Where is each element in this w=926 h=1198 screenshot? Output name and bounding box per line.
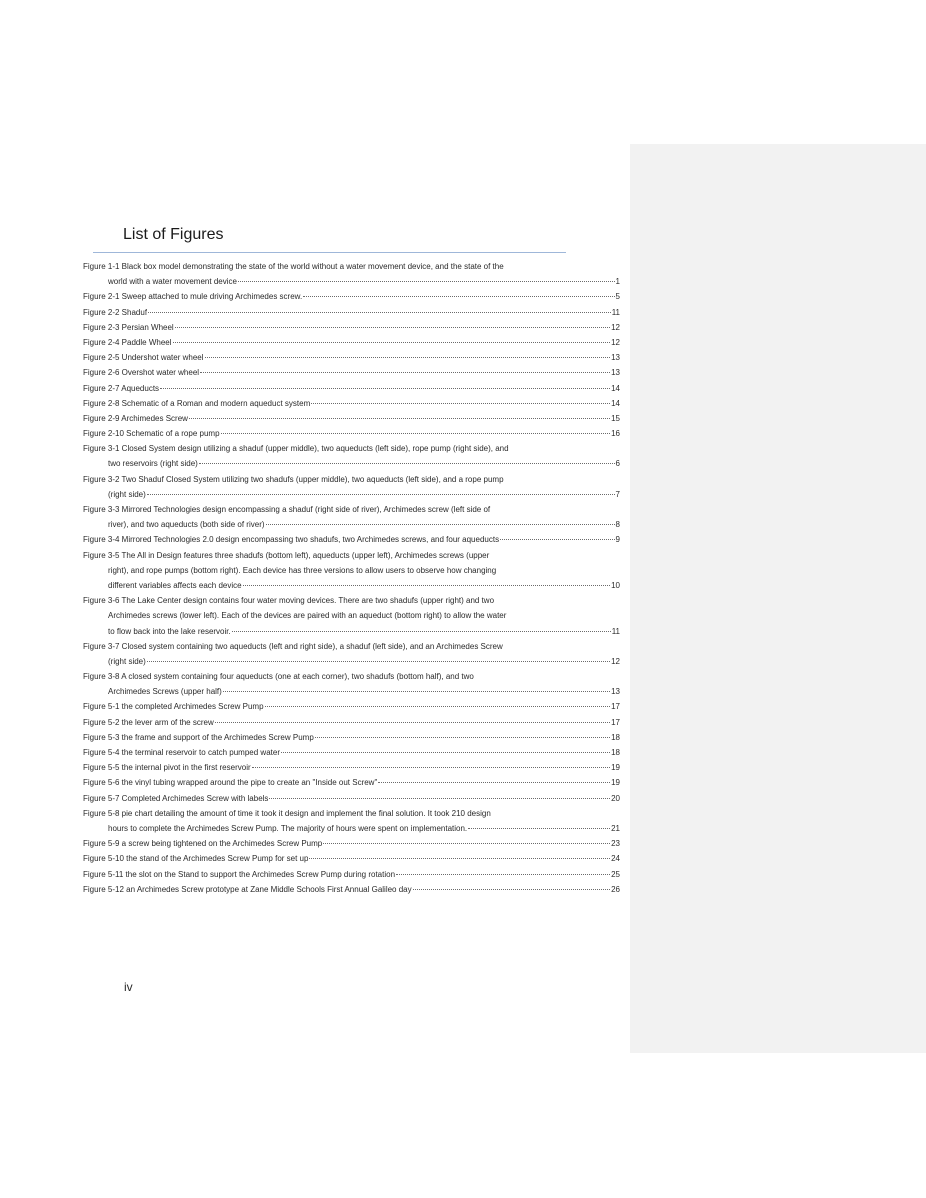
figure-caption-text: Figure 5-5 the internal pivot in the first reservoir [83,763,251,773]
figure-entry[interactable] [83,426,620,441]
figure-caption-text: Figure 5-1 the completed Archimedes Screw Pump [83,702,264,712]
figure-page-number: 17 [611,702,620,712]
dot-leader [199,463,615,464]
figure-entry[interactable] [83,882,620,897]
figure-page-number: 14 [611,398,620,408]
figure-page-number: 19 [611,778,620,788]
figure-caption-text: (right side) [108,656,146,666]
figure-entry[interactable] [83,836,620,851]
dot-leader [147,661,610,662]
figure-entry[interactable] [83,775,620,790]
figure-caption-text: Figure 3-3 Mirrored Technologies design encompassing a shaduf (right side of river), Archimedes screw (left side of [83,505,491,514]
figure-entry[interactable] [83,593,620,639]
figure-entry[interactable] [83,502,620,532]
figure-entry[interactable] [83,532,620,547]
figure-list [83,259,620,897]
dot-leader [396,874,610,875]
figure-caption-text: to flow back into the lake reservoir. [108,626,231,636]
dot-leader [147,494,615,495]
figure-caption-text: Figure 5-12 an Archimedes Screw prototype at Zane Middle Schools First Annual Galileo day [83,884,412,894]
dot-leader [315,737,610,738]
figure-caption-text: Figure 2-7 Aqueducts [83,383,160,393]
figure-caption-text: Figure 3-5 The All in Design features three shadufs (bottom left), aqueducts (upper left), Archimedes screws (upper [83,550,490,560]
figure-caption-text: Figure 2-10 Schematic of a rope pump [83,429,220,439]
dot-leader [215,722,610,723]
figure-entry[interactable] [83,669,620,699]
figure-page-number: 11 [611,307,620,317]
figure-page-number: 7 [615,489,620,499]
figure-caption-text: Figure 5-11 the slot on the Stand to support the Archimedes Screw Pump during rotation [83,869,396,879]
figure-page-number: 16 [611,429,620,439]
figure-page-number: 23 [611,839,620,849]
figure-caption-text: Figure 5-3 the frame and support of the Archimedes Screw Pump [83,732,314,742]
dot-leader [223,691,610,692]
figure-page-number: 5 [615,292,620,302]
dot-leader [323,843,610,844]
figure-entry[interactable] [83,791,620,806]
figure-entry[interactable] [83,335,620,350]
figure-entry[interactable] [83,350,620,365]
dot-leader [175,327,610,328]
dot-leader [309,858,610,859]
figure-caption-text: Figure 2-9 Archimedes Screw [83,413,188,423]
dot-leader [468,828,610,829]
heading-underline [93,252,566,253]
figure-page-number: 11 [611,626,620,636]
figure-caption-text: Figure 2-3 Persian Wheel [83,322,174,332]
figure-caption-text: world with a water movement device [108,277,237,287]
figure-entry[interactable] [83,699,620,714]
figure-page-number: 12 [611,322,620,332]
dot-leader [265,706,611,707]
figure-entry[interactable] [83,745,620,760]
figure-page-number: 26 [611,884,620,894]
figure-caption-text: Figure 3-2 Two Shaduf Closed System utilizing two shadufs (upper middle), two aqueducts (left side), and a rope pump [83,474,504,484]
figure-page-number: 15 [611,413,620,423]
figure-entry[interactable] [83,760,620,775]
figure-caption-text: river), and two aqueducts (both side of river) [108,520,265,530]
figure-caption-text: Figure 5-7 Completed Archimedes Screw with labels [83,793,269,803]
figure-entry[interactable] [83,441,620,471]
dot-leader [232,631,611,632]
dot-leader [200,372,610,373]
figure-entry[interactable] [83,472,620,502]
figure-caption-text: Figure 5-10 the stand of the Archimedes Screw Pump for set up [83,854,309,864]
figure-caption-text: Figure 5-6 the vinyl tubing wrapped around the pipe to create an "Inside out Screw" [83,778,378,788]
figure-caption-text: Figure 2-5 Undershot water wheel [83,353,204,363]
figure-entry[interactable] [83,305,620,320]
dot-leader [205,357,611,358]
figure-entry[interactable] [83,639,620,669]
dot-leader [378,782,610,783]
figure-caption-text: Figure 5-4 the terminal reservoir to catch pumped water [83,748,280,757]
figure-caption-text: Figure 2-1 Sweep attached to mule driving Archimedes screw. [83,292,303,302]
figure-entry[interactable] [83,730,620,745]
dot-leader [252,767,610,768]
dot-leader [238,281,615,282]
figure-caption-text: Figure 3-8 A closed system containing four aqueducts (one at each corner), two shadufs (bottom half), and two [83,672,474,682]
figure-entry[interactable] [83,715,620,730]
figure-caption-text: Figure 5-9 a screw being tightened on the Archimedes Screw Pump [83,839,323,849]
figure-page-number: 18 [611,748,620,757]
figure-caption-text: Archimedes Screws (upper half) [108,687,222,697]
figure-page-number: 13 [611,687,620,697]
figure-page-number: 18 [611,732,620,742]
figure-caption-text: Figure 5-8 pie chart detailing the amount of time it took it design and implement the final solution. It took 210 design [83,808,491,818]
figure-entry[interactable] [83,259,620,289]
figure-entry[interactable] [83,867,620,882]
dot-leader [269,798,610,799]
figure-caption-text: different variables affects each device [108,580,242,590]
dot-leader [303,296,614,297]
figure-caption-text: (right side) [108,489,146,499]
figure-page-number: 8 [615,520,620,530]
figure-entry[interactable] [83,381,620,396]
figure-page-number: 1 [615,277,620,287]
figure-caption-text: Figure 2-8 Schematic of a Roman and modern aqueduct system [83,398,311,408]
figure-entry[interactable] [83,411,620,426]
dot-leader [221,433,611,434]
dot-leader [311,403,610,404]
figure-page-number: 25 [611,869,620,879]
page-number: iv [124,980,133,994]
figure-page-number: 24 [611,854,620,864]
figure-entry[interactable] [83,365,620,380]
figure-caption-text: Figure 2-4 Paddle Wheel [83,337,172,347]
figure-caption-text: Figure 3-1 Closed System design utilizing a shaduf (upper middle), two aqueducts (left side), rope pump (right side), and [83,444,509,454]
figure-caption-text: Figure 3-6 The Lake Center design contains four water moving devices. There are two shadufs (upper right) and two [83,596,495,606]
figure-caption-text: right), and rope pumps (bottom right). Each device has three versions to allow users to observe how changing [108,565,497,575]
figure-entry[interactable] [83,548,620,594]
figure-entry[interactable] [83,851,620,866]
figure-page-number: 19 [611,763,620,773]
dot-leader [413,889,610,890]
dot-leader [266,524,615,525]
figure-page-number: 12 [611,656,620,666]
figure-caption-text: Figure 2-6 Overshot water wheel [83,368,200,378]
figure-entry[interactable] [83,320,620,335]
dot-leader [160,388,610,389]
figure-caption-text: two reservoirs (right side) [108,459,198,469]
figure-page-number: 13 [611,368,620,378]
figure-caption-text: Archimedes screws (lower left). Each of the devices are paired with an aqueduct (bottom right) to allow the water [108,611,507,621]
dot-leader [173,342,611,343]
figure-caption-text: Figure 3-7 Closed system containing two aqueducts (left and right side), a shaduf (left side), and an Archimedes Screw [83,641,503,651]
figure-entry[interactable] [83,806,620,836]
figure-caption-text: Figure 5-2 the lever arm of the screw [83,717,214,727]
figure-caption-text: Figure 1-1 Black box model demonstrating the state of the world without a water movement device, and the state of the [83,262,504,271]
figure-page-number: 21 [611,823,620,833]
figure-entry[interactable] [83,396,620,411]
figure-page-number: 14 [611,383,620,393]
figure-page-number: 13 [611,353,620,363]
figure-page-number: 12 [611,337,620,347]
dot-leader [243,585,611,586]
figure-page-number: 10 [611,580,620,590]
figure-page-number: 9 [615,535,620,545]
figure-entry[interactable] [83,289,620,304]
dot-leader [281,752,610,753]
dot-leader [148,312,611,313]
comment-margin-pane [630,144,926,1053]
page-title: List of Figures [123,226,224,243]
figure-page-number: 17 [611,717,620,727]
dot-leader [189,418,610,419]
figure-caption-text: Figure 3-4 Mirrored Technologies 2.0 design encompassing two shadufs, two Archimedes screws, and four aqueducts [83,535,500,545]
figure-page-number: 6 [615,459,620,469]
figure-caption-text: Figure 2-2 Shaduf [83,307,148,317]
figure-page-number: 20 [611,793,620,803]
dot-leader [500,539,614,540]
figure-caption-text: hours to complete the Archimedes Screw Pump. The majority of hours were spent on implementation. [108,823,468,833]
